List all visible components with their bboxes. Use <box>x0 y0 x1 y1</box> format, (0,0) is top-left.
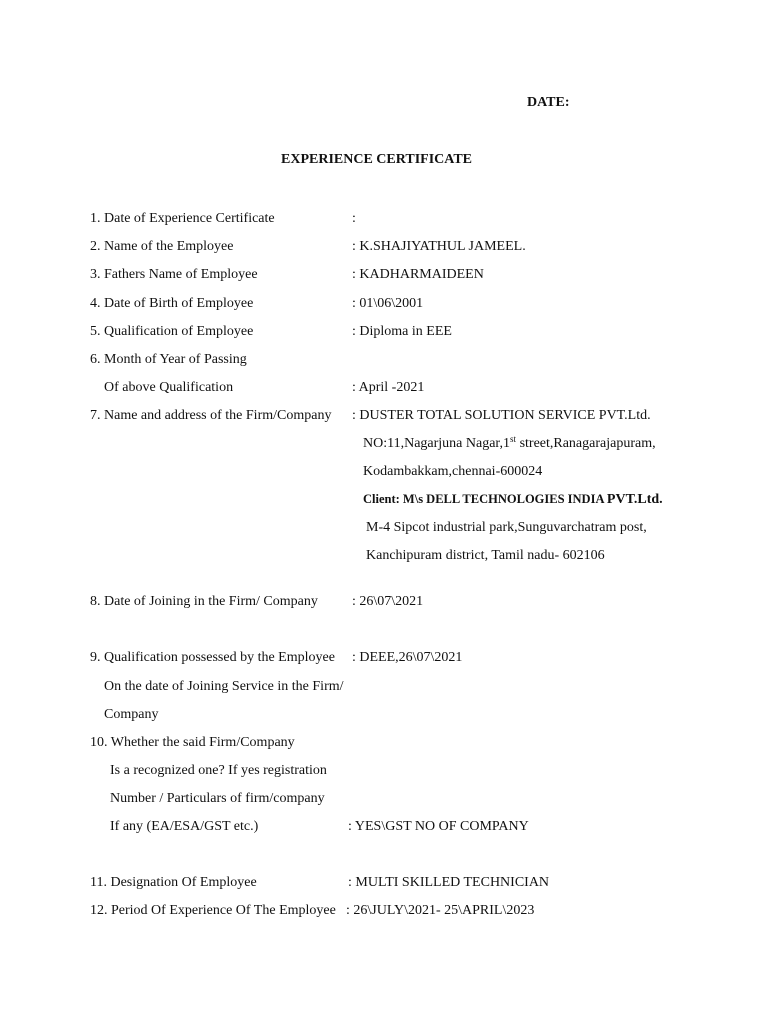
row-1-label: 1. Date of Experience Certificate <box>90 211 275 226</box>
row-7-label: 7. Name and address of the Firm/Company <box>90 408 332 423</box>
row-7-value-line-5: M-4 Sipcot industrial park,Sunguvarchatram post, <box>366 520 647 535</box>
client-suffix: PVT.Ltd. <box>606 492 663 507</box>
row-11-value: : MULTI SKILLED TECHNICIAN <box>348 875 550 890</box>
row-7-value-line-3: Kodambakkam,chennai-600024 <box>363 464 543 479</box>
date-label: DATE: <box>527 95 570 110</box>
row-12-value: : 26\JULY\2021- 25\APRIL\2023 <box>346 903 535 918</box>
row-3-value: : KADHARMAIDEEN <box>352 267 484 282</box>
page-title: EXPERIENCE CERTIFICATE <box>281 152 473 167</box>
row-10-value: : YES\GST NO OF COMPANY <box>348 819 529 834</box>
row-6-label-line-1: 6. Month of Year of Passing <box>90 352 247 367</box>
row-11-label: 11. Designation Of Employee <box>90 875 257 890</box>
row-10-label-line-4: If any (EA/ESA/GST etc.) <box>110 819 259 834</box>
row-5-value: : Diploma in EEE <box>352 324 452 339</box>
row-10-label-line-3: Number / Particulars of firm/company <box>110 791 325 806</box>
address-line-a: NO:11,Nagarjuna Nagar,1 <box>363 436 511 451</box>
row-2-value: : K.SHAJIYATHUL JAMEEL. <box>352 239 526 254</box>
row-9-label-line-2: On the date of Joining Service in the Firm/ <box>104 679 344 694</box>
row-8-value: : 26\07\2021 <box>352 594 424 609</box>
row-9-label-line-3: Company <box>104 707 159 722</box>
row-7-value-line-2 <box>363 434 656 451</box>
row-4-label: 4. Date of Birth of Employee <box>90 296 254 311</box>
row-10-label-line-1: 10. Whether the said Firm/Company <box>90 735 295 750</box>
row-10-label-line-2: Is a recognized one? If yes registration <box>110 763 327 778</box>
row-6-label-line-2: Of above Qualification <box>104 380 234 395</box>
row-7-value-line-6: Kanchipuram district, Tamil nadu- 602106 <box>366 548 605 563</box>
client-name: Client: M\s DELL TECHNOLOGIES INDIA <box>363 492 607 506</box>
row-9-value: : DEEE,26\07\2021 <box>352 650 463 665</box>
row-7-value-line-1: : DUSTER TOTAL SOLUTION SERVICE PVT.Ltd. <box>352 408 651 423</box>
row-1-value: : <box>352 211 356 226</box>
row-5-label: 5. Qualification of Employee <box>90 324 254 339</box>
row-6-value: : April -2021 <box>352 380 425 395</box>
row-4-value: : 01\06\2001 <box>352 296 424 311</box>
row-12-label: 12. Period Of Experience Of The Employee <box>90 903 336 918</box>
row-9-label-line-1: 9. Qualification possessed by the Employee <box>90 650 335 665</box>
row-8-label: 8. Date of Joining in the Firm/ Company <box>90 594 318 609</box>
address-line-b: street,Ranagarajapuram, <box>516 436 656 451</box>
row-7-client-line <box>363 493 663 507</box>
row-2-label: 2. Name of the Employee <box>90 239 234 254</box>
row-3-label: 3. Fathers Name of Employee <box>90 267 258 282</box>
ordinal-suffix: st <box>510 434 517 444</box>
